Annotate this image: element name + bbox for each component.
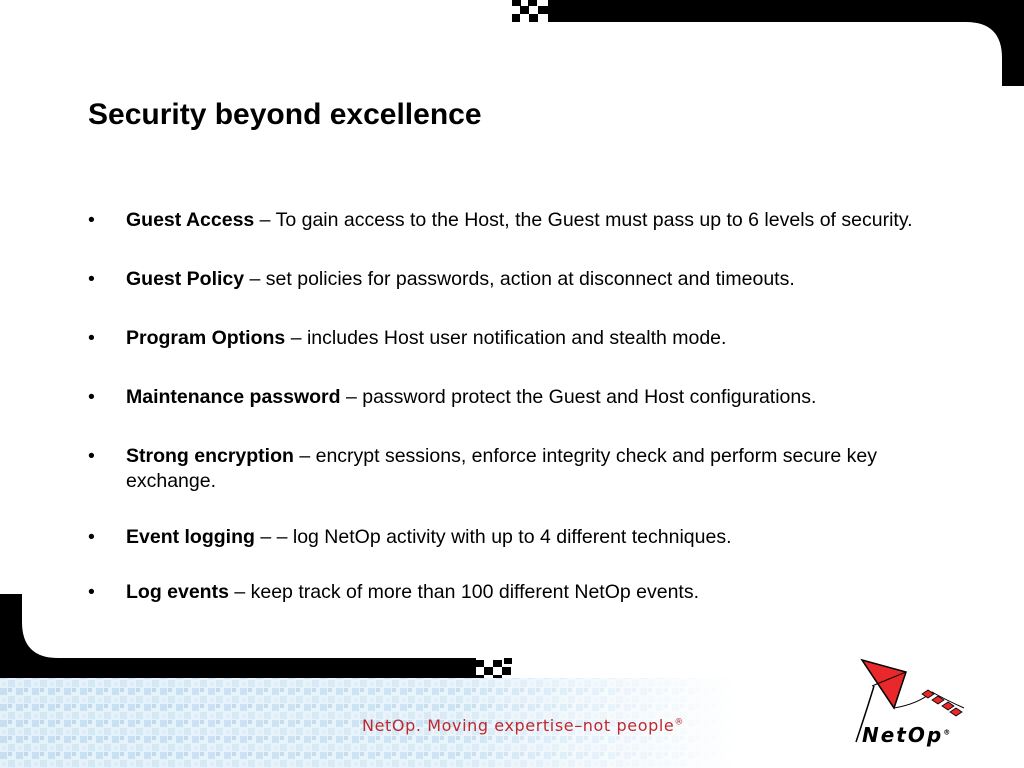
registered-mark: ®	[674, 717, 684, 728]
bullet-term: Log events	[126, 581, 229, 603]
bullet-event-logging	[88, 525, 948, 550]
bullet-marker: •	[88, 445, 95, 467]
bullet-program-options	[88, 326, 948, 351]
bullet-text: – includes Host user notification and stealth mode.	[285, 327, 727, 349]
bullet-maintenance-password	[88, 385, 948, 410]
bullet-text: – password protect the Guest and Host configurations.	[340, 386, 817, 408]
bullet-marker: •	[88, 327, 95, 349]
logo-wordmark: NetOp	[862, 723, 944, 747]
bullet-term: Event logging	[126, 526, 255, 548]
netop-logo-text	[862, 723, 952, 747]
bullet-text: – encrypt sessions, enforce integrity check and perform secure key exchange.	[126, 445, 878, 492]
footer-tagline	[362, 716, 684, 735]
bullet-term: Strong encryption	[126, 445, 294, 467]
bullet-guest-access	[88, 208, 948, 233]
bullet-term: Program Options	[126, 327, 286, 349]
bottom-frame-bar	[0, 594, 476, 678]
bullet-log-events	[88, 580, 948, 605]
bullet-list	[88, 208, 948, 605]
bullet-guest-policy	[88, 267, 948, 292]
bullet-text: – – log NetOp activity with up to 4 different techniques.	[254, 526, 732, 548]
logo-registered-mark: ®	[943, 728, 953, 737]
bullet-term: Guest Access	[126, 209, 255, 231]
top-frame-bar	[548, 0, 1024, 86]
bullet-marker: •	[88, 581, 95, 603]
bullet-marker: •	[88, 386, 95, 408]
bullet-marker: •	[88, 268, 95, 290]
bullet-term: Guest Policy	[126, 268, 245, 290]
top-pixel-pattern	[512, 0, 548, 22]
bullet-text: – To gain access to the Host, the Guest must pass up to 6 levels of security.	[254, 209, 913, 231]
bottom-pixel-pattern	[476, 658, 512, 681]
bullet-term: Maintenance password	[126, 386, 341, 408]
bullet-marker: •	[88, 526, 95, 548]
bullet-strong-encryption	[88, 444, 948, 494]
tagline-text: NetOp. Moving expertise–not people	[362, 716, 675, 735]
bullet-text: – set policies for passwords, action at disconnect and timeouts.	[244, 268, 795, 290]
bullet-marker: •	[88, 209, 95, 231]
bullet-text: – keep track of more than 100 different NetOp events.	[228, 581, 700, 603]
slide-title: Security beyond excellence	[88, 98, 482, 131]
